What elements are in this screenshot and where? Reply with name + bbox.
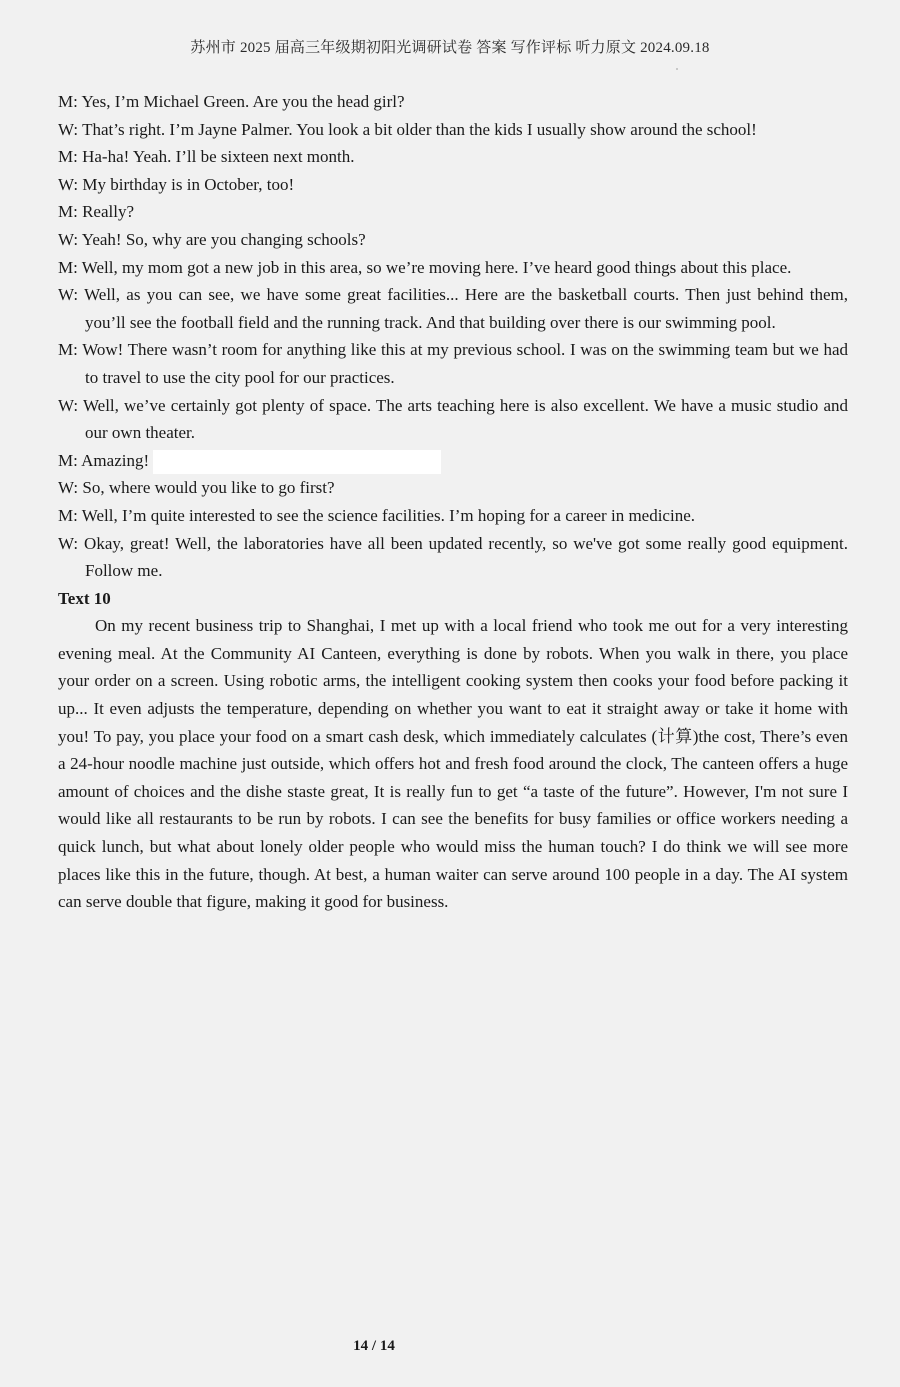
dialogue-line: M: Well, my mom got a new job in this area, so we’re moving here. I’ve heard good things about this place. (58, 257, 792, 277)
dialogue-line: M: Ha-ha! Yeah. I’ll be sixteen next month. (58, 147, 355, 167)
dialogue-line: W: My birthday is in October, too! (58, 174, 295, 194)
dialogue-line: M: Yes, I’m Michael Green. Are you the head girl? (58, 92, 405, 111)
scan-speck (676, 68, 678, 70)
dialogue-line-text: M: Amazing! (58, 450, 150, 470)
dialogue-line-amazing (58, 447, 848, 475)
page-header: 苏州市 2025 届高三年级期初阳光调研试卷 答案 写作评标 听力原文 2024.09.18 (190, 40, 710, 56)
text10-paragraph: On my recent business trip to Shanghai, I met up with a local friend who took me out for a very interesting evening meal. At the Community AI Canteen, everything is done by robots. When you walk in there, you place your order on a screen. Using robotic arms, the intelligent cooking system then cooks your food before packing it up... It even adjusts the temperature, depending on whether you want to eat it straight away or take it home with you! To pay, you place your food on a smart cash desk, which immediately calculates (计算)the cost, There’s even a 24-hour noodle machine just outside, which offers hot and fresh food around the clock, The canteen offers a huge amount of choices and the dishe staste great, It is really fun to get “a taste of the future”. However, I'm not sure I would like all restaurants to be run by robots. I can see the benefits for busy families or office workers needing a quick lunch, but what about lonely older people who would miss the human touch? I do think we will see more places like this in the future, though. At best, a human waiter can serve around 100 people in a day. The AI system can serve double that figure, making it good for business. (58, 616, 848, 912)
redaction-block (153, 450, 441, 474)
page-content (58, 88, 848, 916)
page-number: 14 / 14 (353, 1338, 395, 1354)
dialogue-line: W: Well, as you can see, we have some great facilities... Here are the basketball courts. Then just behind them, you’ll see the football field and the running track. And that building over there is our swimming pool. (58, 285, 848, 332)
dialogue-line: W: Well, we’ve certainly got plenty of space. The arts teaching here is also excellent. We have a music studio and our own theater. (58, 395, 848, 443)
dialogue-line: M: Wow! There wasn’t room for anything like this at my previous school. I was on the swimming team but we had to travel to use the city pool for our practices. (58, 340, 848, 387)
dialogue-line: W: Yeah! So, why are you changing schools? (58, 229, 366, 249)
dialogue-line: W: That’s right. I’m Jayne Palmer. You look a bit older than the kids I usually show around the school! (58, 119, 757, 139)
section-title: Text 10 (58, 588, 111, 608)
dialogue-line: M: Well, I’m quite interested to see the science facilities. I’m hoping for a career in medicine. (58, 505, 695, 525)
dialogue-line: M: Really? (58, 202, 135, 222)
dialogue-line: W: So, where would you like to go first? (58, 478, 335, 498)
dialogue-line: W: Okay, great! Well, the laboratories have all been updated recently, so we've got some really good equipment. Follow me. (58, 533, 848, 581)
